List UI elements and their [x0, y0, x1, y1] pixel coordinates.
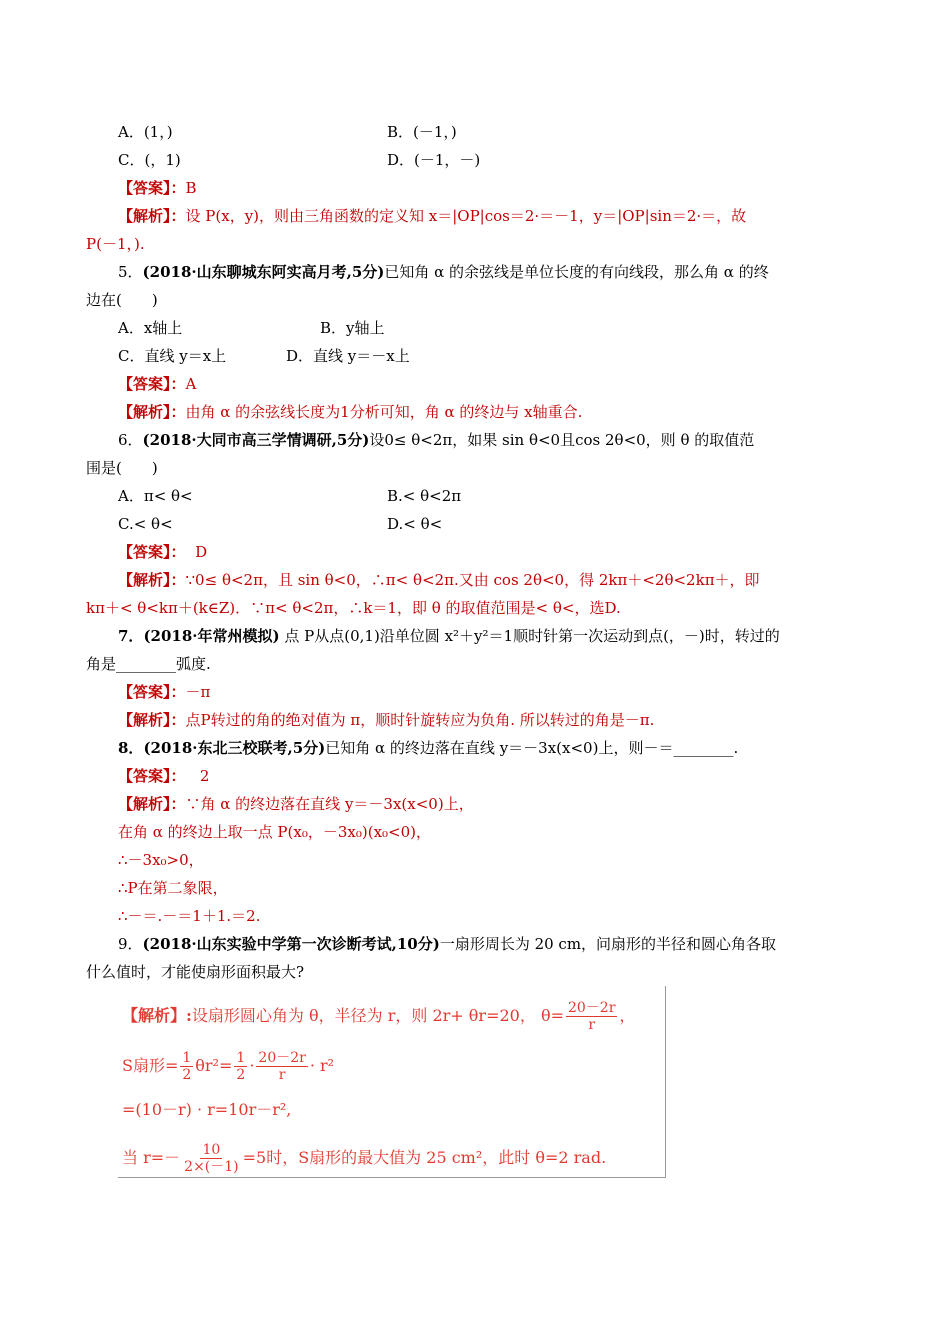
- q4-analysis: [118, 206, 746, 226]
- denominator: 2: [236, 1067, 246, 1083]
- fraction: [234, 1050, 247, 1083]
- fraction: [180, 1050, 193, 1083]
- denominator: r: [278, 1067, 286, 1083]
- q5-option-c: C．直线 y＝x上: [118, 347, 227, 365]
- area-symbol: S扇形=: [122, 1056, 179, 1075]
- dot: ·: [249, 1056, 255, 1075]
- solution-line-2: [122, 1050, 334, 1083]
- q6-stem: [118, 430, 754, 450]
- theta-eq: θ=: [540, 1006, 564, 1025]
- numerator: 10: [202, 1142, 221, 1158]
- solution-text: 设扇形圆心角为 θ，半径为 r，则 2r+ θr=20，: [191, 1006, 536, 1025]
- q4-answer: [118, 178, 197, 198]
- q7-analysis: [118, 710, 654, 730]
- solution-line-1: 【解析】:设扇形圆心角为 θ，半径为 r，则 2r+ θr=20， θ= $\frac{20-2r}{r}$ ，: [122, 1000, 636, 1033]
- numerator: 20－2r: [258, 1050, 306, 1066]
- question-source: (2018·东北三校联考,5分): [143, 739, 326, 757]
- analysis-text: 由角 α 的余弦线长度为1分析可知，角 α 的终边与 x轴重合.: [185, 403, 583, 421]
- q5-option-d: D．直线 y＝－x上: [286, 347, 410, 365]
- q6-option-a: A．π< θ<: [118, 487, 193, 505]
- fraction: [182, 1142, 240, 1175]
- denominator: r: [588, 1017, 596, 1033]
- q6-option-d: D.< θ<: [387, 515, 443, 533]
- q7-stem: [118, 626, 780, 646]
- q4-option-d: D．(－1，－): [387, 151, 481, 169]
- answer-label: 【答案】：: [118, 375, 186, 393]
- fraction: [566, 1000, 617, 1033]
- analysis-text: ∵0≤ θ<2π，且 sin θ<0，∴π< θ<2π.又由 cos 2θ<0，得 2kπ＋<2θ<2kπ＋，即: [185, 571, 760, 589]
- q5-answer: [118, 374, 196, 394]
- q8-answer: [118, 766, 209, 786]
- expr: θr²=: [195, 1056, 233, 1075]
- q8-analysis: [118, 794, 474, 814]
- q5-stem: [118, 262, 769, 282]
- q4-option-c: C．(，1): [118, 151, 181, 169]
- analysis-label: 【解析】：: [118, 795, 186, 813]
- q6-analysis: [118, 570, 760, 590]
- q8-analysis-line-2: 在角 α 的终边上取一点 P(x₀，－3x₀)(x₀<0)，: [118, 823, 432, 841]
- q6-option-b: B.< θ<2π: [387, 487, 462, 505]
- question-number: 6．: [118, 431, 143, 449]
- q4-analysis-cont: P(－1，).: [86, 235, 145, 253]
- analysis-text: ∵角 α 的终边落在直线 y＝－3x(x<0)上，: [185, 795, 474, 813]
- answer-value: D: [195, 543, 208, 561]
- solution-line-4: [122, 1142, 606, 1175]
- answer-value: B: [185, 179, 197, 197]
- q6-analysis-cont: kπ＋< θ<kπ＋(k∈Z)．∵π< θ<2π，∴k＝1，即 θ 的取值范围是< θ<，选D.: [86, 599, 621, 617]
- question-source: (2018·山东实验中学第一次诊断考试,10分): [142, 935, 440, 953]
- analysis-label: 【解析】：: [118, 711, 186, 729]
- numerator: 20－2r: [567, 1000, 616, 1016]
- denominator: 2×(－1): [184, 1159, 239, 1175]
- numerator: 1: [182, 1050, 192, 1066]
- expr-end: · r²: [309, 1056, 335, 1075]
- q9-stem-cont: 什么值时，才能使扇形面积最大?: [86, 963, 305, 981]
- q5-option-a: A．x轴上: [118, 319, 183, 337]
- q6-option-c: C.< θ<: [118, 515, 173, 533]
- q8-stem: [118, 738, 738, 758]
- analysis-label: 【解析】：: [118, 403, 186, 421]
- q7-answer: [118, 682, 210, 702]
- solution-line-3: =(10－r) · r=10r－r²,: [122, 1100, 292, 1119]
- question-number: 9．: [118, 935, 143, 953]
- analysis-label: 【解析】：: [118, 571, 186, 589]
- q8-analysis-line-4: ∴P在第二象限，: [118, 879, 228, 897]
- q4-option-b: B．(－1，): [387, 123, 457, 141]
- question-source: (2018·大同市高三学情调研,5分): [142, 431, 370, 449]
- question-number: 8．: [118, 739, 144, 757]
- question-text: 已知角 α 的余弦线是单位长度的有向线段，那么角 α 的终: [384, 263, 769, 281]
- question-number: 7．: [118, 627, 144, 645]
- q5-analysis: [118, 402, 582, 422]
- q8-analysis-line-5: ∴－＝.－＝1＋1.＝2.: [118, 907, 261, 925]
- question-text: 设0≤ θ<2π，如果 sin θ<0且cos 2θ<0，则 θ 的取值范: [369, 431, 755, 449]
- q4-option-a: A．(1，): [118, 123, 173, 141]
- expr-post: =5时，S扇形的最大值为 25 cm²，此时 θ=2 rad.: [242, 1148, 607, 1167]
- analysis-text: 设 P(x，y)，则由三角函数的定义知 x＝|OP|cos＝2·＝－1，y＝|OP|sin＝2·＝，故: [185, 207, 747, 225]
- question-text: 一扇形周长为 20 cm，问扇形的半径和圆心角各取: [439, 935, 777, 953]
- q7-stem-cont: 角是________弧度.: [86, 655, 211, 673]
- expr-pre: 当 r=－: [122, 1148, 181, 1167]
- numerator: 1: [236, 1050, 246, 1066]
- answer-value: A: [185, 375, 197, 393]
- question-number: 5．: [118, 263, 143, 281]
- analysis-label: 【解析】：: [118, 207, 186, 225]
- question-text: 已知角 α 的终边落在直线 y＝－3x(x<0)上，则－＝________.: [325, 739, 739, 757]
- answer-value: －π: [185, 683, 211, 701]
- question-source: (2018·年常州模拟): [143, 627, 280, 645]
- question-source: (2018·山东聊城东阿实高月考,5分): [142, 263, 385, 281]
- q9-stem: [118, 934, 776, 954]
- q6-stem-cont: 围是( ): [86, 459, 158, 477]
- answer-label: 【答案】：: [118, 179, 186, 197]
- q5-option-b: B．y轴上: [320, 319, 385, 337]
- answer-label: 【答案】：: [118, 767, 186, 785]
- answer-label: 【答案】：: [118, 683, 186, 701]
- analysis-label: 【解析】:: [122, 1006, 192, 1025]
- q6-answer: [118, 542, 207, 562]
- answer-value: 2: [199, 767, 210, 785]
- fraction: [256, 1050, 307, 1083]
- analysis-text: 点P转过的角的绝对值为 π，顺时针旋转应为负角. 所以转过的角是－π.: [185, 711, 655, 729]
- q9-solution-box: [118, 986, 666, 1178]
- q8-analysis-line-3: ∴－3x₀>0，: [118, 851, 204, 869]
- answer-label: 【答案】：: [118, 543, 186, 561]
- q5-stem-cont: 边在( ): [86, 291, 158, 309]
- question-text: 点 P从点(0,1)沿单位圆 x²＋y²＝1顺时针第一次运动到点(，－)时，转过的: [284, 627, 780, 645]
- denominator: 2: [182, 1067, 192, 1083]
